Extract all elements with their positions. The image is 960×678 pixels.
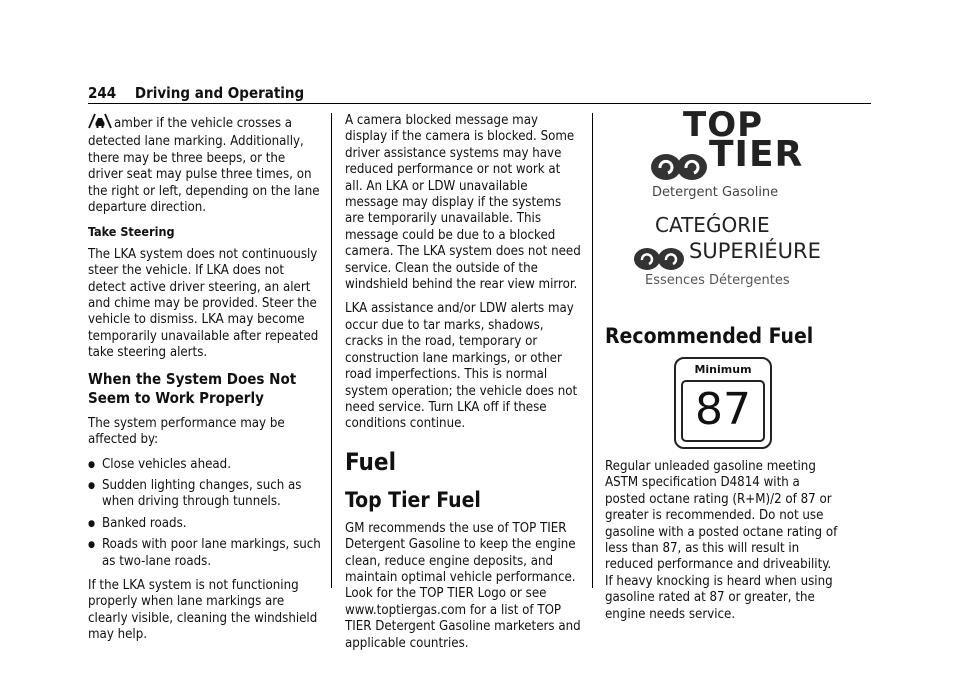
page-header [88,84,304,102]
column-3 [605,105,841,631]
top-tier-heading: Top Tier Fuel [345,487,481,512]
categorie-swirl-icon [633,245,685,273]
octane-value: 87 [681,380,765,442]
performance-list [88,457,323,570]
octane-label: Minimum [694,363,752,376]
logo-tier-text: TIER [709,134,804,175]
recommended-fuel-heading: Recommended Fuel [605,324,814,348]
lka-alerts-paragraph: LKA assistance and/or LDW alerts may occur due to tar marks, shadows, cracks in the road, temporary or construction lane markings, or other road imperfections. This is normal system operation; the vehicle does not need service. Turn LKA off if these conditions continue. [345,301,578,432]
fuel-heading: Fuel [345,447,396,476]
list-item: ● Close vehicles ahead. [88,457,323,473]
lka-intro-text: amber if the vehicle crosses a detected lane marking. Additionally, there may be three beeps, or the driver seat may pulse three times, on the right or left, depending on the lane departure direction. [88,116,320,216]
lane-keep-assist-icon [88,113,112,134]
header-rule [88,103,871,104]
octane-badge [674,357,772,449]
column-divider-2 [592,113,593,588]
column-divider-1 [331,113,332,588]
categorie-superieure-logo [605,213,841,297]
logo-top-text: TOP [683,105,764,145]
logo-fr-subtitle: Essences Détergentes [645,273,790,288]
top-tier-paragraph: GM recommends the use of TOP TIER Detergent Gasoline to keep the engine clean, reduce engine deposits, and maintain optimal vehicle performance. Look for the TOP TIER Logo or see www.toptiergas.com for a list of TOP TIER Detergent Gasoline marketers and applicable countries. [345,520,581,651]
logo-fr-top-text: CATEǴORIE [655,213,770,237]
list-item: ● Roads with poor lane markings, such as two-lane roads. [88,537,323,570]
column-1 [88,113,323,652]
closing-paragraph: If the LKA system is not functioning properly when lane markings are clearly visible, cleaning the windshield may help. [88,577,318,643]
top-tier-swirl-icon [650,151,708,183]
list-item: ● Sudden lighting changes, such as when driving through tunnels. [88,478,323,511]
logo-fr-tier-text: SUPERIÉURE [689,239,821,263]
recommended-fuel-paragraph: Regular unleaded gasoline meeting ASTM specification D4814 with a posted octane rating (R+M)/2 of 87 or greater is recommended. Do not use gasoline with a posted octane rating of less than 87, as this will result in reduced performance and driveability. If heavy knocking is heard when using gasoline rated at 87 or greater, the engine needs service. [605,459,838,622]
section-title: Driving and Operating [134,84,305,102]
take-steering-heading: Take Steering [88,224,175,240]
column-2 [345,113,581,660]
camera-blocked-paragraph: A camera blocked message may display if the camera is blocked. Some driver assistance systems may have reduced performance or not work at all. An LKA or LDW unavailable message may display if the systems are temporarily unavailable. This message could be due to a blocked camera. The LKA system does not need service. Clean the outside of the windshield behind the rear view mirror. [345,113,581,293]
list-item: ● Banked roads. [88,516,323,532]
performance-intro: The system performance may be affected by: [88,415,285,448]
lka-intro-paragraph [88,113,323,216]
take-steering-text: The LKA system does not continuously steer the vehicle. If LKA does not detect active driver steering, an alert and chime may be provided. Steer the vehicle to dismiss. LKA may become temporarily unavailable after repeated take steering alerts. [88,246,319,361]
not-work-heading: When the System Does Not Seem to Work Properly [88,369,297,407]
logo-subtitle: Detergent Gasoline [652,185,779,200]
page-number: 244 [88,84,117,102]
top-tier-logo [605,105,841,203]
